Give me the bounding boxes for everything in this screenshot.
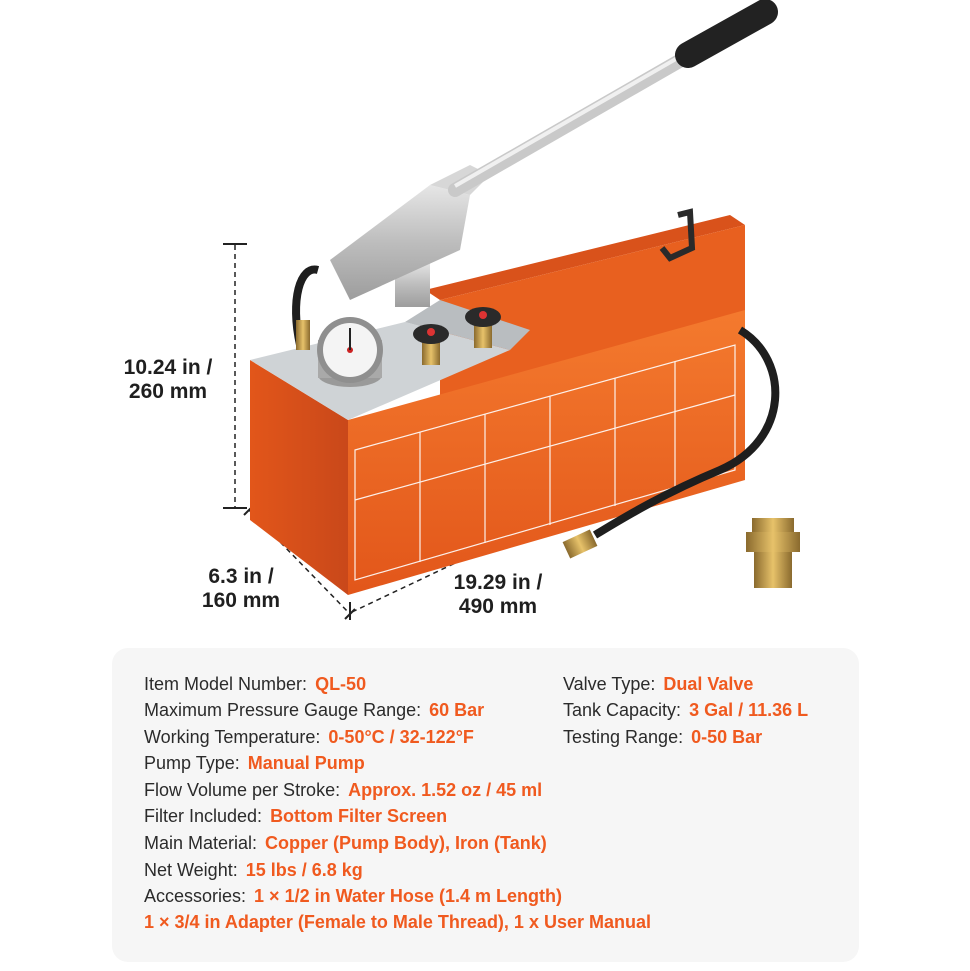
spec-value: 0-50 Bar	[691, 727, 763, 747]
spec-value: Copper (Pump Body), Iron (Tank)	[265, 833, 547, 853]
spec-model-number	[144, 673, 366, 695]
spec-value: Manual Pump	[247, 753, 365, 773]
depth-inches: 6.3 in /	[208, 565, 274, 588]
spec-label: Filter Included:	[144, 806, 263, 826]
spec-value: 0-50°C / 32-122°F	[328, 727, 474, 747]
spec-net-weight	[144, 859, 363, 881]
spec-label: Working Temperature:	[144, 727, 321, 747]
spec-value: 15 lbs / 6.8 kg	[245, 860, 363, 880]
length-mm: 490 mm	[458, 595, 538, 618]
spec-label: Tank Capacity:	[563, 700, 682, 720]
spec-label: Valve Type:	[563, 674, 656, 694]
spec-accessories	[144, 885, 562, 907]
spec-pump-type	[144, 752, 365, 774]
height-mm: 260 mm	[128, 380, 208, 403]
spec-label: Flow Volume per Stroke:	[144, 780, 341, 800]
spec-label: Item Model Number:	[144, 674, 308, 694]
spec-value: Approx. 1.52 oz / 45 ml	[348, 780, 543, 800]
spec-pressure-range	[144, 699, 484, 721]
spec-value: 1 × 1/2 in Water Hose (1.4 m Length)	[254, 886, 562, 906]
spec-label: Main Material:	[144, 833, 258, 853]
handle-grip	[688, 12, 765, 55]
spec-label: Testing Range:	[563, 727, 684, 747]
spec-working-temperature	[144, 726, 474, 748]
spec-value: 3 Gal / 11.36 L	[689, 700, 809, 720]
spec-label: Maximum Pressure Gauge Range:	[144, 700, 422, 720]
spec-tank-capacity	[563, 699, 808, 721]
spec-filter	[144, 805, 447, 827]
height-dimension-label	[108, 356, 228, 404]
spec-label: Accessories:	[144, 886, 247, 906]
spec-value: Dual Valve	[663, 674, 754, 694]
pressure-gauge	[317, 317, 383, 387]
depth-mm: 160 mm	[201, 589, 281, 612]
depth-dimension-label	[186, 565, 296, 613]
spec-value: 1 × 3/4 in Adapter (Female to Male Thread), 1 x User Manual	[144, 912, 651, 932]
brass-adapter	[746, 518, 800, 588]
spec-flow-volume	[144, 779, 542, 801]
spec-testing-range	[563, 726, 762, 748]
height-inches: 10.24 in /	[123, 356, 213, 379]
spec-label: Pump Type:	[144, 753, 240, 773]
spec-label: Net Weight:	[144, 860, 238, 880]
spec-main-material	[144, 832, 547, 854]
spec-value: 60 Bar	[429, 700, 485, 720]
pump-handle	[455, 52, 695, 190]
spec-value: QL-50	[315, 674, 367, 694]
length-dimension-label	[438, 571, 558, 619]
spec-value: Bottom Filter Screen	[270, 806, 448, 826]
length-inches: 19.29 in /	[453, 571, 543, 594]
spec-valve-type	[563, 673, 753, 695]
spec-accessories-continued	[144, 911, 651, 933]
